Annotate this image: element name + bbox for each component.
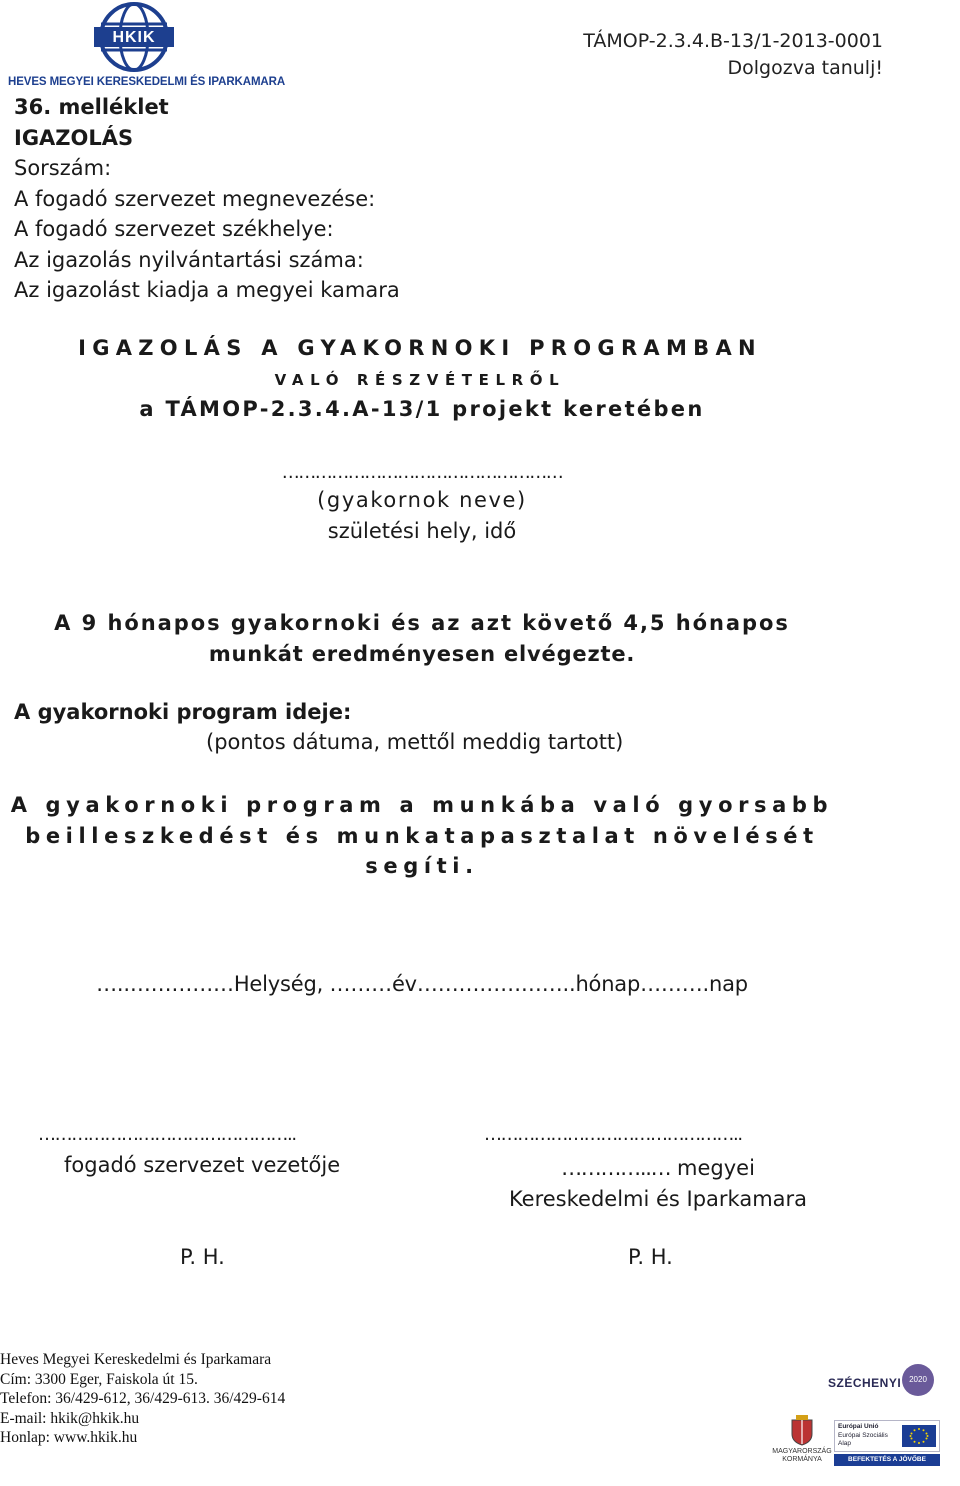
place-date-line: …..……………Helység, ………év…………………..hónap……….nap — [96, 972, 748, 996]
eu-flag-icon — [902, 1425, 936, 1447]
chamber-stamp-mark: P. H. — [628, 1245, 673, 1269]
benefit-line-2: beilleszkedést és munkatapasztalat növelését — [25, 823, 819, 848]
logo-caption: HEVES MEGYEI KERESKEDELMI ÉS IPARKAMARA — [8, 76, 286, 88]
szechenyi-title: SZÉCHENYI — [828, 1376, 902, 1390]
investment-banner: BEFEKTETÉS A JÖVŐBE — [834, 1454, 940, 1466]
certificate-header-fields — [14, 92, 400, 306]
county-suffix: megyei — [670, 1156, 755, 1180]
statement-line-2: munkát eredményesen elvégezte. — [208, 642, 636, 666]
issuer-label: Az igazolást kiadja a megyei kamara — [14, 278, 400, 302]
logo-wordmark: HKIK — [112, 29, 156, 46]
footer-address: Cím: 3300 Eger, Faiskola út 15. — [0, 1370, 198, 1388]
chamber-name: Kereskedelmi és Iparkamara — [508, 1186, 808, 1211]
chamber-signature-blank: ……………………………………….. — [484, 1124, 742, 1145]
szechenyi-2020-badge: 2020 — [902, 1364, 934, 1396]
project-id: TÁMOP-2.3.4.B-13/1-2013-0001 — [583, 30, 883, 52]
benefit-statement — [0, 790, 844, 882]
chamber-signature-label — [500, 1153, 816, 1214]
motto: Dolgozva tanulj! — [727, 57, 883, 79]
host-seat-label: A fogadó szervezet székhelye: — [14, 217, 334, 241]
footer-website: Honlap: www.hkik.hu — [0, 1429, 138, 1446]
host-name-label: A fogadó szervezet megnevezése: — [14, 186, 376, 211]
footer-phone: Telefon: 36/429-612, 36/429-613. 36/429-614 — [0, 1390, 286, 1407]
eu-label: Európai Unió — [838, 1423, 879, 1430]
footer-contact — [0, 1350, 285, 1448]
fund-label: Alap — [838, 1440, 852, 1447]
host-signature-label: fogadó szervezet vezetője — [64, 1153, 341, 1177]
footer-org: Heves Megyei Kereskedelmi és Iparkamara — [0, 1351, 272, 1368]
trainee-name-blank: …………………………………………… — [281, 462, 563, 483]
birth-place-date-label: születési hely, idő — [327, 519, 517, 543]
program-dates-placeholder: (pontos dátuma, mettől meddig tartott) — [206, 730, 624, 754]
footer-email: E-mail: hkik@hkik.hu — [0, 1409, 140, 1427]
statement-line-1: A 9 hónapos gyakornoki és az azt követő 4,5 hónapos — [54, 611, 790, 635]
hkik-logo — [8, 2, 286, 90]
benefit-line-3: segíti. — [365, 854, 479, 878]
esf-label: Európai Szociális — [838, 1431, 888, 1439]
certificate-heading: IGAZOLÁS — [14, 125, 134, 150]
registry-number-label: Az igazolás nyilvántartási száma: — [14, 247, 364, 272]
trainee-name-label: (gyakornok neve) — [317, 488, 527, 512]
szechenyi-2020-logo-block — [772, 1360, 942, 1478]
eu-fund-box — [834, 1420, 940, 1452]
program-period-label: A gyakornoki program ideje: — [14, 700, 352, 724]
host-signature-blank: ……………………………………….. — [38, 1124, 296, 1145]
eu-fund-text — [838, 1423, 888, 1449]
serial-label: Sorszám: — [14, 156, 112, 180]
completion-statement — [0, 608, 844, 670]
document-subtitle: VALÓ RÉSZVÉTELRŐL — [274, 371, 566, 389]
benefit-line-1: A gyakornoki program a munkába való gyorsabb — [10, 793, 834, 817]
government-label: MAGYARORSZÁG KORMÁNYA — [772, 1448, 832, 1463]
county-blank: …………..… — [561, 1156, 671, 1180]
document-title: IGAZOLÁS A GYAKORNOKI PROGRAMBAN — [78, 336, 762, 360]
annex-label: 36. melléklet — [14, 95, 169, 119]
host-stamp-mark: P. H. — [180, 1245, 225, 1269]
project-reference: a TÁMOP-2.3.4.A-13/1 projekt keretében — [139, 397, 705, 421]
hungarian-crest-icon — [790, 1414, 814, 1446]
